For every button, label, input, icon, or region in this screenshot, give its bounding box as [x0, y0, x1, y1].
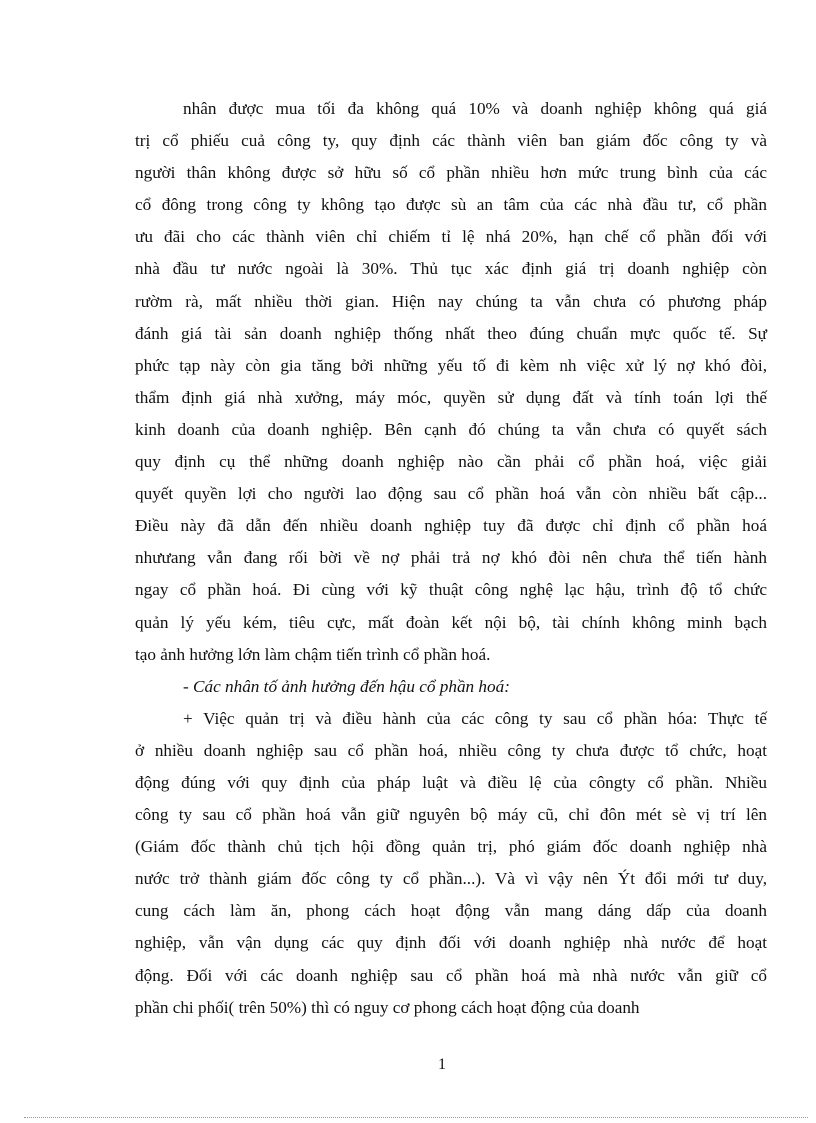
text-line: (Giám đốc thành chủ tịch hội đồng quản trị, phó giám đốc doanh nghiệp nhà — [135, 837, 767, 857]
document-body — [135, 93, 767, 1024]
text-line: nước trở thành giám đốc công ty cổ phần...). Và vì vậy nên Ýt đổi mới tư duy, — [135, 869, 767, 889]
section-heading: - Các nhân tố ảnh hưởng đến hậu cổ phần hoá: — [183, 676, 510, 696]
text-line: động đúng với quy định của pháp luật và điều lệ của côngty cổ phần. Nhiều — [135, 772, 767, 792]
text-line: trị cổ phiếu cuả công ty, quy định các thành viên ban giám đốc công ty và — [135, 131, 767, 151]
text-line: + Việc quản trị và điều hành của các công ty sau cổ phần hóa: Thực tế — [183, 708, 767, 728]
text-line: cung cách làm ăn, phong cách hoạt động vẫn mang dáng dấp của doanh — [135, 901, 767, 921]
text-line: ngay cổ phần hoá. Đi cùng với kỹ thuật công nghệ lạc hậu, trình độ tổ chức — [135, 580, 767, 600]
page-bottom-divider — [24, 1117, 808, 1118]
text-line: ưu đãi cho các thành viên chỉ chiếm tỉ lệ nhá 20%, hạn chế cổ phần đối với — [135, 227, 767, 247]
page-number: 1 — [438, 1056, 446, 1073]
text-line: cổ đông trong công ty không tạo được sù an tâm của các nhà đầu tư, cổ phần — [135, 195, 767, 215]
text-line: ở nhiều doanh nghiệp sau cổ phần hoá, nhiều công ty chưa được tổ chức, hoạt — [135, 740, 767, 760]
text-line: kinh doanh của doanh nghiệp. Bên cạnh đó chúng ta vẫn chưa có quyết sách — [135, 419, 767, 439]
text-line: tạo ảnh hưởng lớn làm chậm tiến trình cổ phần hoá. — [135, 644, 491, 664]
text-line: phần chi phối( trên 50%) thì có nguy cơ phong cách hoạt động của doanh — [135, 997, 640, 1017]
text-line: nhưưang vẫn đang rối bời về nợ phải trả nợ khó đòi nên chưa thể tiến hành — [135, 548, 767, 568]
text-line: rườm rà, mất nhiều thời gian. Hiện nay chúng ta vẫn chưa có phương pháp — [135, 291, 767, 311]
text-line: người thân không được sở hữu số cổ phần nhiều hơn mức trung bình của các — [135, 163, 767, 183]
text-line: nghiệp, vẫn vận dụng các quy định đối với doanh nghiệp nhà nước để hoạt — [135, 933, 767, 953]
text-line: nhân được mua tối đa không quá 10% và doanh nghiệp không quá giá — [183, 99, 767, 118]
text-line: phức tạp này còn gia tăng bởi những yếu tố đi kèm nh việc xử lý nợ khó đòi, — [135, 355, 767, 375]
text-line: động. Đối với các doanh nghiệp sau cổ phần hoá mà nhà nước vẫn giữ cổ — [135, 965, 767, 985]
text-line: quyết quyền lợi cho người lao động sau cổ phần hoá vẫn còn nhiều bất cập... — [135, 484, 767, 504]
text-line: nhà đầu tư nước ngoài là 30%. Thủ tục xác định giá trị doanh nghiệp còn — [135, 259, 767, 279]
text-line: quy định cụ thể những doanh nghiệp nào cần phải cổ phần hoá, việc giải — [135, 452, 767, 472]
text-line: đánh giá tài sản doanh nghiệp thống nhất theo đúng chuẩn mực quốc tế. Sự — [135, 323, 767, 343]
text-line: thẩm định giá nhà xưởng, máy móc, quyền sử dụng đất và tính toán lợi thế — [135, 387, 767, 407]
text-line: quản lý yếu kém, tiêu cực, mất đoàn kết nội bộ, tài chính không minh bạch — [135, 612, 767, 632]
text-line: công ty sau cổ phần hoá vẫn giữ nguyên bộ máy cũ, chỉ đôn mét sè vị trí lên — [135, 805, 767, 825]
text-line: Điều này đã dẫn đến nhiều doanh nghiệp tuy đã được chỉ định cổ phần hoá — [135, 516, 767, 536]
